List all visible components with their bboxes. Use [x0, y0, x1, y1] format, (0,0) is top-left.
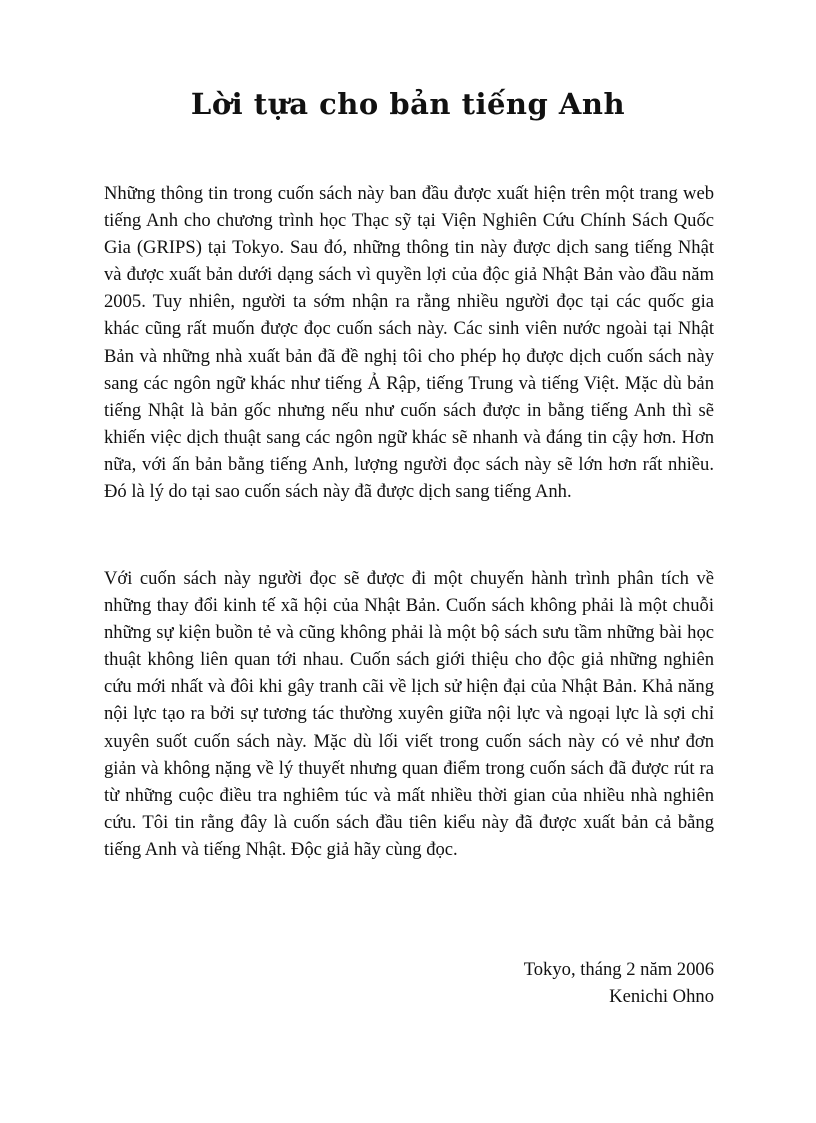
- signature-place-date: Tokyo, tháng 2 năm 2006: [523, 959, 714, 980]
- paragraph-2: Với cuốn sách này người đọc sẽ được đi một chuyến hành trình phân tích về những thay đổi kinh tế xã hội của Nhật Bản. Cuốn sách không phải là một chuỗi những sự kiện buồn tẻ và cũng không phải là một bộ sách sưu tầm những bài học thuật không liên quan tới nhau. Cuốn sách giới thiệu cho độc giả những nghiên cứu mới nhất và đôi khi gây tranh cãi về lịch sử hiện đại của Nhật Bản. Khả năng nội lực tạo ra bởi sự tương tác thường xuyên giữa nội lực và ngoại lực là sợi chỉ xuyên suốt cuốn sách này. Mặc dù lối viết trong cuốn sách này có vẻ như đơn giản và không nặng về lý thuyết nhưng quan điểm trong cuốn sách đã được rút ra từ những cuộc điều tra nghiêm túc và mất nhiều thời gian của nhiều nhà nghiên cứu. Tôi tin rằng đây là cuốn sách đầu tiên kiểu này đã được xuất bản cả bằng tiếng Anh và tiếng Nhật. Độc giả hãy cùng đọc.: [104, 568, 714, 860]
- signature-author: Kenichi Ohno: [609, 986, 714, 1008]
- signature-block: [524, 956, 714, 1010]
- page-title: Lời tựa cho bản tiếng Anh: [190, 87, 626, 121]
- paragraph-1: Những thông tin trong cuốn sách này ban đầu được xuất hiện trên một trang web tiếng Anh cho chương trình học Thạc sỹ tại Viện Nghiên Cứu Chính Sách Quốc Gia (GRIPS) tại Tokyo. Sau đó, những thông tin này được dịch sang tiếng Nhật và được xuất bản dưới dạng sách vì quyền lợi của độc giả Nhật Bản vào đầu năm 2005. Tuy nhiên, người ta sớm nhận ra rằng nhiều người đọc tại các quốc gia khác cũng rất muốn được đọc cuốn sách này. Các sinh viên nước ngoài tại Nhật Bản và những nhà xuất bản đã đề nghị tôi cho phép họ được dịch cuốn sách này sang các ngôn ngữ khác như tiếng Ả Rập, tiếng Trung và tiếng Việt. Mặc dù bản tiếng Nhật là bản gốc nhưng nếu như cuốn sách được in bằng tiếng Anh thì sẽ khiến việc dịch thuật sang các ngôn ngữ khác sẽ nhanh và đáng tin cậy hơn. Hơn nữa, với ấn bản bằng tiếng Anh, lượng người đọc sách này sẽ lớn hơn rất nhiều. Đó là lý do tại sao cuốn sách này đã được dịch sang tiếng Anh.: [104, 183, 714, 503]
